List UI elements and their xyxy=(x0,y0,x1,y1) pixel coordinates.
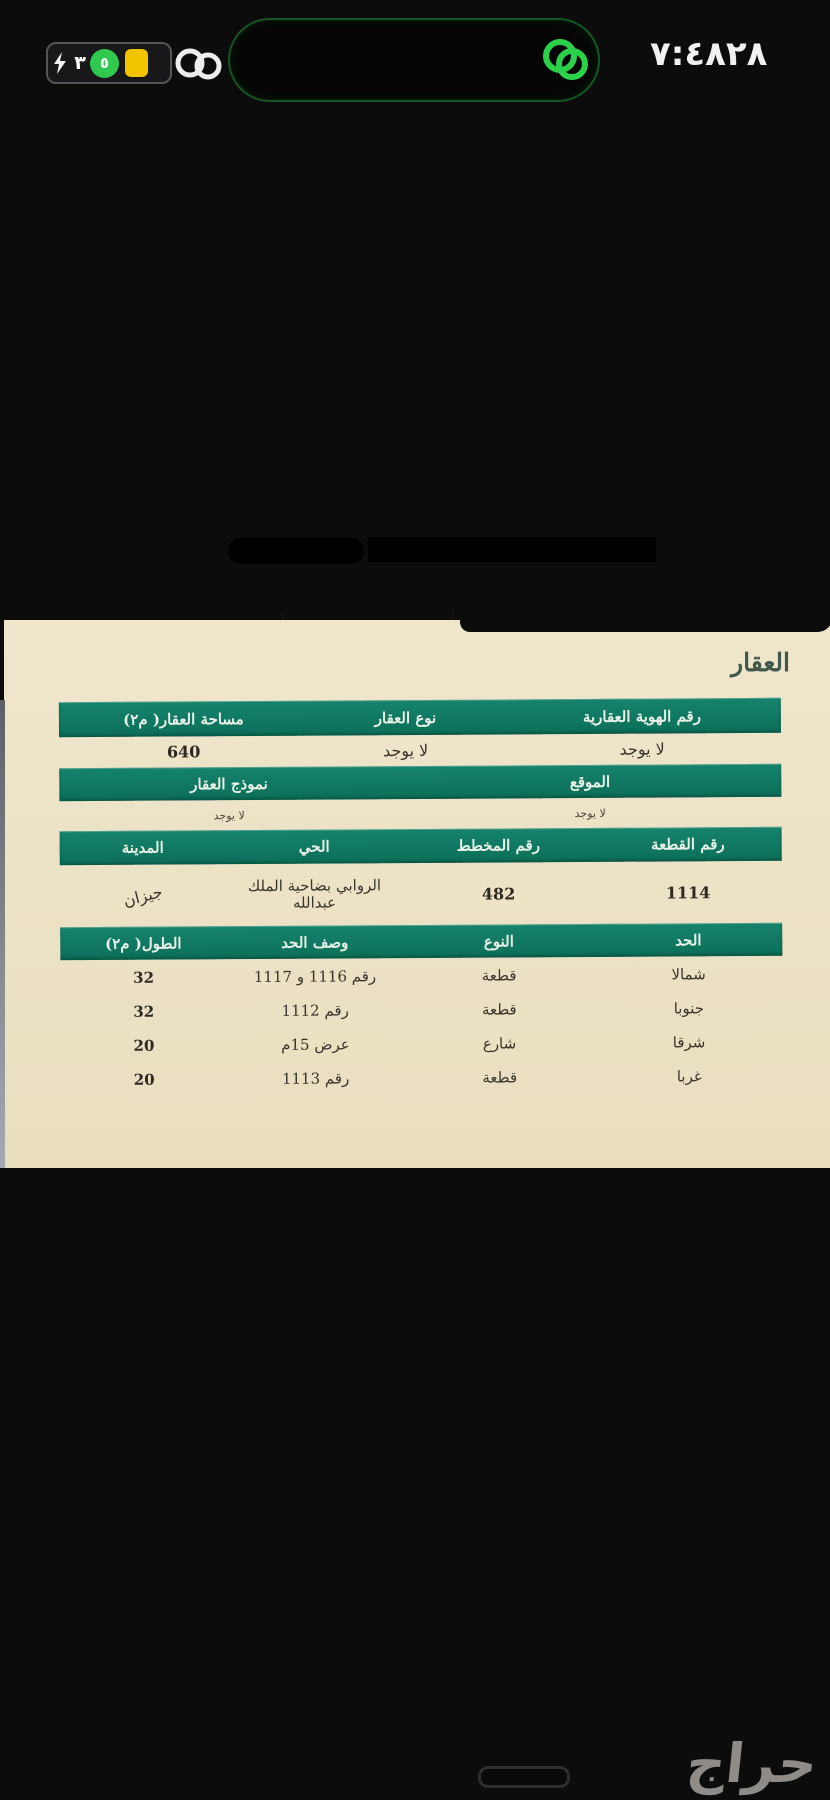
redaction-block xyxy=(228,538,364,564)
table4-header-row xyxy=(60,923,782,960)
header-plan-number: رقم المخطط xyxy=(456,836,540,855)
header-plot-number: رقم القطعة xyxy=(651,835,725,854)
table1-header-row xyxy=(59,698,781,737)
east-type: شارع xyxy=(482,1033,517,1053)
table3-value-row xyxy=(60,861,782,927)
value-plot-number: 1114 xyxy=(665,882,711,903)
south-label: جنوبا xyxy=(673,998,705,1017)
north-length: 32 xyxy=(133,968,155,987)
header-district: الحي xyxy=(298,837,330,856)
west-length: 20 xyxy=(133,1070,155,1089)
value-property-id: لا يوجد xyxy=(619,739,665,759)
value-property-type: لا يوجد xyxy=(383,740,429,761)
battery-yellow-segment xyxy=(125,49,148,77)
south-type: قطعة xyxy=(481,999,517,1019)
value-property-model: لا يوجد xyxy=(213,808,245,822)
charging-bolt-icon xyxy=(48,44,72,82)
status-time: ٧:٤٨٢٨ xyxy=(650,34,768,74)
west-type: قطعة xyxy=(482,1067,518,1087)
north-type: قطعة xyxy=(481,965,517,985)
table1-value-row xyxy=(59,733,781,768)
hotspot-link-green-icon xyxy=(540,36,592,84)
header-city: المدينة xyxy=(121,838,164,857)
table3-header-row xyxy=(60,827,782,865)
east-desc: عرض 15م xyxy=(281,1034,350,1054)
property-document-photo[interactable] xyxy=(4,620,830,1168)
south-desc: رقم 1112 xyxy=(281,1000,349,1020)
header-boundary: الحد xyxy=(675,930,702,949)
boundary-row-east xyxy=(61,1025,783,1062)
header-property-area: مساحة العقار( م٢) xyxy=(123,709,244,729)
table2-value-row xyxy=(59,797,781,831)
north-label: شمالا xyxy=(671,964,706,983)
document-title: العقار xyxy=(731,648,790,677)
battery-circle-digit: ٥ xyxy=(90,49,119,78)
value-location: لا يوجد xyxy=(574,806,606,820)
hotspot-link-icon xyxy=(170,44,232,82)
north-desc: رقم 1116 و 1117 xyxy=(253,966,377,986)
west-desc: رقم 1113 xyxy=(281,1068,350,1088)
document-edge-mark xyxy=(281,611,284,620)
header-location: الموقع xyxy=(569,772,611,791)
header-property-model: نموذج العقار xyxy=(190,774,268,793)
property-table xyxy=(59,698,783,1096)
haraj-logo-line xyxy=(478,1766,570,1788)
document-top-black-edge xyxy=(460,618,830,632)
east-length: 20 xyxy=(133,1036,155,1055)
boundary-row-south xyxy=(61,991,783,1028)
document-edge-mark xyxy=(451,609,454,620)
document-left-edge xyxy=(0,700,5,1168)
table2-header-row xyxy=(59,764,781,801)
boundary-row-west xyxy=(61,1059,783,1096)
battery-indicator xyxy=(46,42,172,84)
header-property-id: رقم الهوية العقارية xyxy=(582,706,702,726)
dynamic-island[interactable] xyxy=(228,18,600,102)
east-label: شرقا xyxy=(672,1032,706,1051)
west-label: غربا xyxy=(676,1066,702,1085)
battery-digit: ٣ xyxy=(74,52,86,74)
header-boundary-length: الطول( م٢) xyxy=(105,933,182,953)
header-property-type: نوع العقار xyxy=(374,708,437,727)
south-length: 32 xyxy=(133,1002,155,1021)
value-plan-number: 482 xyxy=(481,883,516,904)
value-property-area: 640 xyxy=(166,742,201,762)
value-city: جيزان xyxy=(121,881,165,910)
header-boundary-desc: وصف الحد xyxy=(281,932,349,952)
haraj-watermark: حراج xyxy=(683,1732,821,1795)
value-district: الروابي بضاحية الملك عبدالله xyxy=(247,875,382,912)
header-boundary-type: النوع xyxy=(483,931,514,951)
boundary-row-north xyxy=(60,957,782,994)
redaction-block xyxy=(368,537,656,562)
